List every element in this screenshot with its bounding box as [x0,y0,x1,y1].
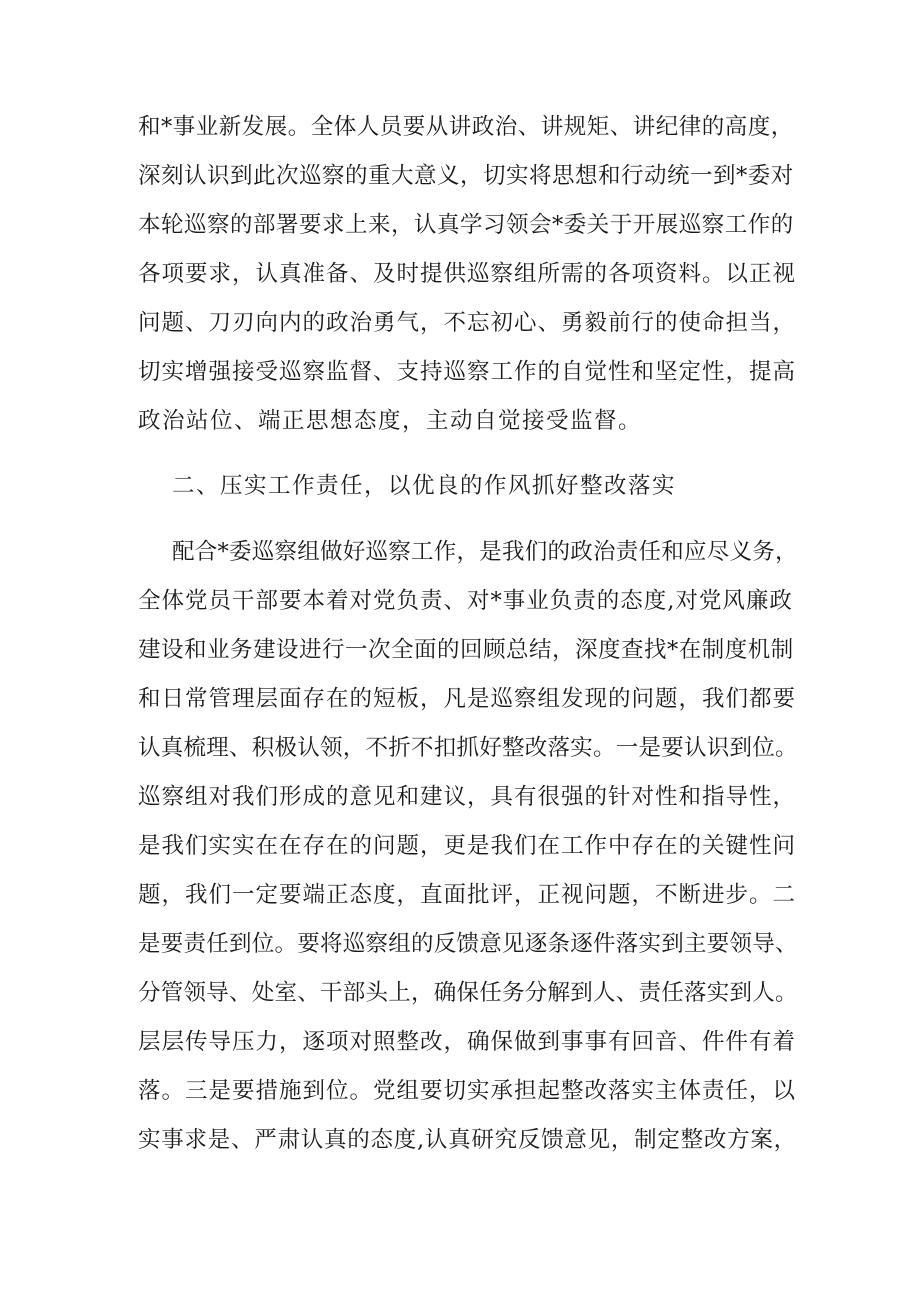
paragraph-2-line-6: 巡察组对我们形成的意见和建议，具有很强的针对性和指导性， [138,784,797,810]
paragraph-1-line-5: 问题、刀刃向内的政治勇气，不忘初心、勇毅前行的使命担当， [138,310,797,336]
paragraph-2-line-1: 配合*委巡察组做好巡察工作，是我们的政治责任和应尽义务， [172,539,798,565]
paragraph-1-line-7: 政治站位、端正思想态度，主动自觉接受监督。 [138,408,643,434]
paragraph-1-line-1: 和*事业新发展。全体人员要从讲政治、讲规矩、讲纪律的高度， [138,114,794,140]
paragraph-1-line-3: 本轮巡察的部署要求上来，认真学习领会*委关于开展巡察工作的 [138,212,794,238]
paragraph-2-line-3: 建设和业务建设进行一次全面的回顾总结，深度查找*在制度机制 [138,637,794,663]
paragraph-2-line-10: 分管领导、处室、干部头上，确保任务分解到人、责任落实到人。 [138,980,798,1006]
paragraph-2-line-8: 题，我们一定要端正态度，直面批评，正视问题，不断进步。二 [138,882,797,908]
paragraph-2-line-9: 是要责任到位。要将巡察组的反馈意见逐条逐件落实到主要领导、 [138,931,798,957]
paragraph-2-line-7: 是我们实实在在存在的问题，更是我们在工作中存在的关键性问 [138,833,797,859]
section-heading-2: 二、压实工作责任，以优良的作风抓好整改落实 [172,473,677,499]
paragraph-2-line-12: 落。三是要措施到位。党组要切实承担起整改落实主体责任，以 [138,1078,797,1104]
paragraph-1-line-4: 各项要求，认真准备、及时提供巡察组所需的各项资料。以正视 [138,261,797,287]
paragraph-1-line-6: 切实增强接受巡察监督、支持巡察工作的自觉性和坚定性，提高 [138,359,797,385]
paragraph-2-line-11: 层层传导压力，逐项对照整改，确保做到事事有回音、件件有着 [138,1029,797,1055]
paragraph-2-line-4: 和日常管理层面存在的短板，凡是巡察组发现的问题，我们都要 [138,686,797,712]
paragraph-2-line-2: 全体党员干部要本着对党负责、对*事业负责的态度,对党风廉政 [138,588,793,614]
paragraph-2-line-5: 认真梳理、积极认领，不折不扣抓好整改落实。一是要认识到位。 [138,735,798,761]
paragraph-2-line-13: 实事求是、严肃认真的态度,认真研究反馈意见，制定整改方案， [138,1127,797,1153]
paragraph-1-line-2: 深刻认识到此次巡察的重大意义，切实将思想和行动统一到*委对 [138,163,794,189]
